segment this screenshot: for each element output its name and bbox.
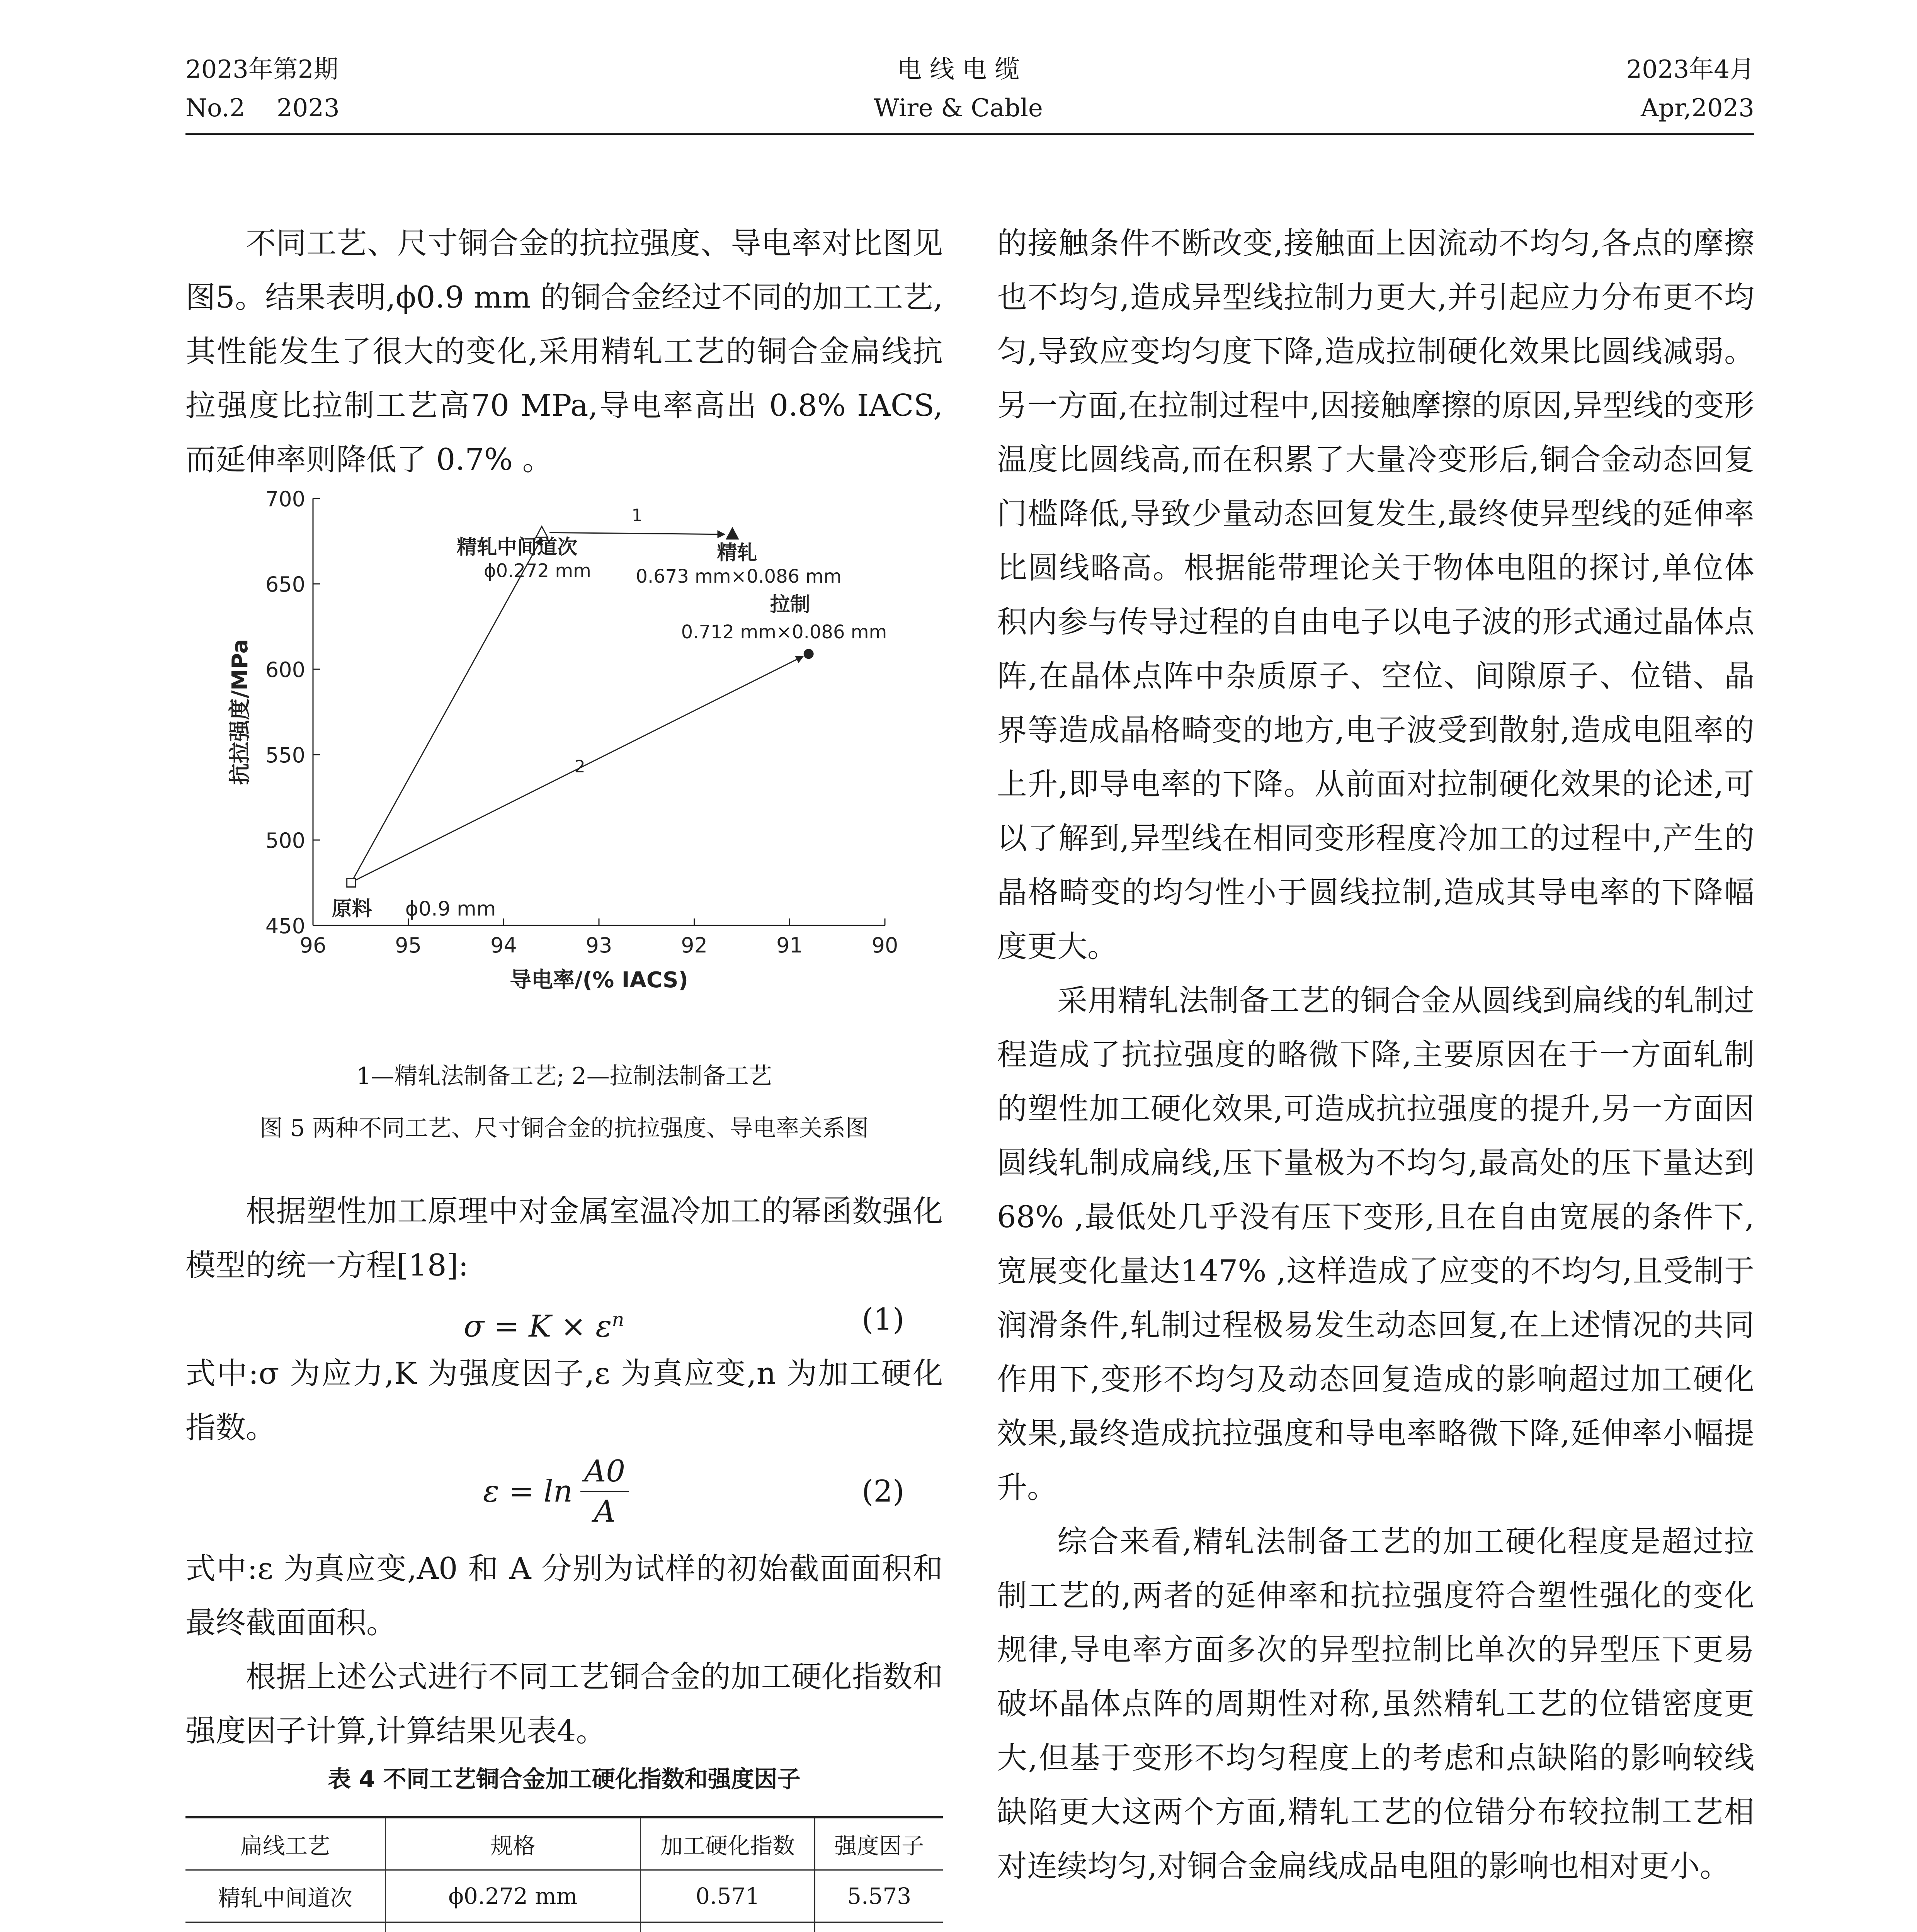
point-drawn-name: 拉制 [770, 593, 810, 617]
header-process: 扁线工艺 [240, 1833, 330, 1859]
table-4-title: 表 4 不同工艺铜合金加工硬化指数和强度因子 [328, 1766, 801, 1793]
figure-legend: 1—精轧法制备工艺; 2—拉制法制备工艺 [356, 1063, 772, 1090]
equation-1-description: 式中:σ 为应力,K 为强度因子,ε 为真应变,n 为加工硬化指数。 [185, 1356, 943, 1445]
point-raw-name: 原料 [332, 897, 372, 921]
table-row: 精轧中间道次 ϕ0.272 mm 0.571 5.573 [185, 1870, 943, 1922]
point-rolled-name: 精轧 [717, 541, 757, 565]
point-rolled-marker [726, 528, 738, 539]
y-axis-label: 抗拉强度/MPa [228, 639, 253, 785]
header-strength-factor: 强度因子 [815, 1817, 943, 1870]
x-tick-label: 96 [299, 933, 327, 957]
header-rule [185, 133, 1754, 135]
rolling-paragraph: 采用精轧法制备工艺的铜合金从圆线到扁线的轧制过程造成了抗拉强度的略微下降,主要原因在于一方面轧制的塑性加工硬化效果,可造成抗拉强度的提升,另一方面因圆线轧制成扁线,压下量极为不均匀,最高处的压下量达到 68% ,最低处几乎没有压下变形,且在自由宽展的条件下,宽展变化量达147% ,这样造成了应变的不均匀,且受制于润滑条件,轧制过程极易发生动态回复,在上述情况的共同作用下,变形不均匀及动态回复造成的影响超过加工硬化效果,最终造成抗拉强度和导电率略微下降,延伸率小幅提升。 [997, 983, 1754, 1505]
mechanism-paragraph: 的接触条件不断改变,接触面上因流动不均匀,各点的摩擦也不均匀,造成异型线拉制力更大,并引起应力分布更不均匀,导致应变均匀度下降,造成拉制硬化效果比圆线减弱。另一方面,在拉制过程中,因接触摩擦的原因,异型线的变形温度比圆线高,而在积累了大量冷变形后,铜合金动态回复门槛降低,导致少量动态回复发生,最终使异型线的延伸率比圆线略高。根据能带理论关于物体电阻的探讨,单位体积内参与传导过程的自由电子以电子波的形式通过晶体点阵,在晶体点阵中杂质原子、空位、间隙原子、位错、晶界等造成晶格畸变的地方,电子波受到散射,造成电阻率的上升,即导电率的下降。从前面对拉制硬化效果的论述,可以了解到,异型线在相同变形程度冷加工的过程中,产生的晶格畸变的均匀性小于圆线拉制,造成其导电率的下降幅度更大。 [997, 226, 1754, 964]
journal-cn: 电 线 电 缆 [897, 55, 1020, 84]
y-tick-label: 450 [265, 914, 305, 938]
figure-caption: 图 5 两种不同工艺、尺寸铜合金的抗拉强度、导电率关系图 [259, 1115, 869, 1142]
route-2-label: 2 [574, 757, 585, 777]
date-en: Apr,2023 [1641, 94, 1754, 122]
summary-paragraph: 综合来看,精轧法制备工艺的加工硬化程度是超过拉制工艺的,两者的延伸率和抗拉强度符合塑性强化的变化规律,导电率方面多次的异型拉制比单次的异型压下更易破坏晶体点阵的周期性对称,虽然精轧工艺的位错密度更大,但基于变形不均匀程度上的考虑和点缺陷的影响较线缺陷更大这两个方面,精轧工艺的位错分布较拉制工艺相对连续均匀,对铜合金扁线成品电阻的影响也相对更小。 [997, 1524, 1754, 1884]
col2-text-block [997, 216, 1754, 1893]
header-spec: 规格 [385, 1817, 640, 1870]
header-hardening-index: 加工硬化指数 [641, 1817, 815, 1870]
table-4 [185, 1816, 943, 1932]
y-tick-label: 550 [265, 743, 305, 767]
x-tick-label: 90 [871, 933, 898, 957]
header-center [765, 50, 1152, 128]
equation-1: $\sigma = K \times \varepsilon^n$ [464, 1308, 624, 1344]
y-tick-label: 500 [265, 828, 305, 853]
y-tick-label: 600 [265, 658, 305, 682]
point-drawn-spec: 0.712 mm×0.086 mm [681, 621, 887, 643]
x-tick-label: 95 [395, 933, 422, 957]
journal-en: Wire & Cable [874, 94, 1043, 122]
issue-en: No.2 2023 [185, 94, 340, 122]
model-paragraph: 根据塑性加工原理中对金属室温冷加工的幂函数强化模型的统一方程[18]: [185, 1194, 943, 1283]
equation-2: ε = ln A0 A [483, 1445, 629, 1538]
x-tick-label: 92 [681, 933, 708, 957]
date-cn: 2023年4月 [1626, 55, 1754, 84]
issue-cn: 2023年第2期 [185, 55, 338, 84]
point-raw-spec: ϕ0.9 mm [405, 897, 496, 921]
point-rolled-spec: 0.673 mm×0.086 mm [636, 565, 842, 587]
x-tick-label: 91 [776, 933, 803, 957]
point-raw-marker [347, 879, 356, 887]
route-1-label: 1 [631, 505, 643, 526]
header-left [185, 50, 340, 128]
intro-paragraph: 不同工艺、尺寸铜合金的抗拉强度、导电率对比图见图5。结果表明,ϕ0.9 mm 的铜合金经过不同的加工工艺,其性能发生了很大的变化,采用精轧工艺的铜合金扁线抗拉强度比拉制工艺高70 MPa,导电率高出 0.8% IACS,而延伸率则降低了 0.7% 。 [185, 226, 943, 477]
equation-2-description: 式中:ε 为真应变,A0 和 A 分别为试样的初始截面面积和最终截面面积。 [185, 1551, 943, 1640]
conductivity-strength-chart [201, 483, 927, 1063]
equation-2-number: (2) [862, 1474, 905, 1509]
figure-5 [201, 483, 927, 1063]
table-header-row [185, 1817, 943, 1870]
equation-2-fraction: A0 A [580, 1452, 629, 1531]
hardening-table [185, 1816, 943, 1932]
x-axis-label: 导电率/(% IACS) [510, 968, 688, 993]
route-1-segment-a [351, 538, 542, 883]
point-drawn-marker [804, 649, 814, 659]
point-intermediate-spec: ϕ0.272 mm [484, 560, 591, 582]
calc-paragraph: 根据上述公式进行不同工艺铜合金的加工硬化指数和强度因子计算,计算结果见表4。 [185, 1660, 943, 1748]
point-intermediate-name: 精轧中间道次 [457, 536, 578, 559]
equation-1-number: (1) [862, 1302, 905, 1337]
y-tick-label: 700 [265, 487, 305, 511]
route-1-segment-b [549, 532, 725, 534]
x-tick-label: 93 [585, 933, 612, 957]
x-tick-label: 94 [490, 933, 517, 957]
y-tick-label: 650 [265, 572, 305, 597]
table-row [185, 1922, 943, 1932]
header-right [1445, 50, 1754, 128]
